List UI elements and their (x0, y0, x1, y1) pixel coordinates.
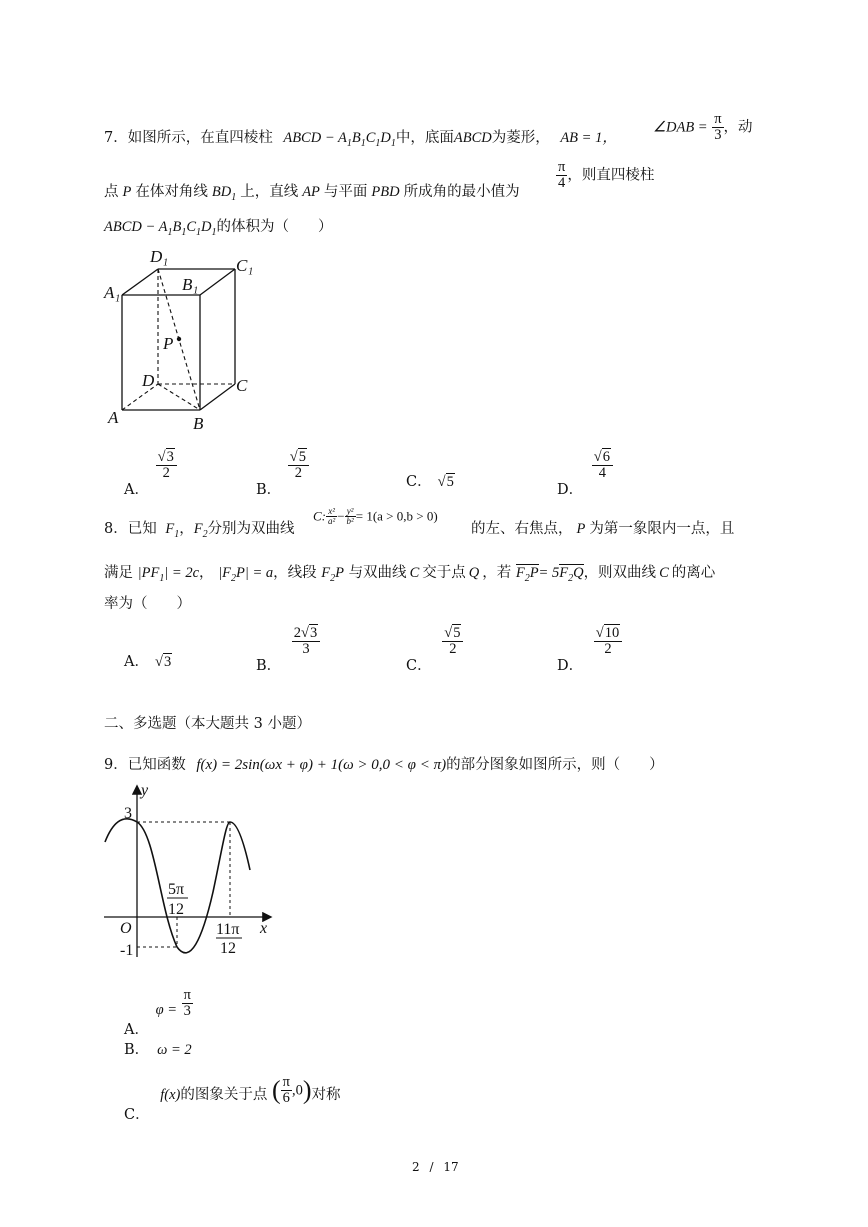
q8-line2: 满足 $|PF_1| = 2c$， $|F_2P| = a$，线段 $F_2P$ 与双曲线 C 交于点 Q ，若 $F_2P= 5F_2Q$，则双曲线 C 的离心 (104, 565, 716, 584)
page-number: 2 (412, 1160, 420, 1174)
q7-line3: ABCD − $A_1B_1C_1D_1$的体积为（ ） (104, 219, 333, 238)
point-p (177, 337, 181, 341)
q8-option-a: A． √3 (124, 654, 172, 670)
q7-option-b: B． $\frac{√5}{2}$ (256, 450, 309, 481)
label-c: C (236, 376, 248, 395)
q7-line2: 点 P 在体对角线 $BD_1$ 上，直线 AP 与平面 PBD 所成角的最小值为 (104, 184, 520, 203)
q8-option-d: D． $\frac{√10}{2}$ (557, 626, 622, 657)
tick-5pi-num: 5π (168, 881, 185, 898)
tick-3: 3 (124, 805, 132, 822)
origin-label: O (120, 920, 132, 937)
q7-min-angle: $\frac{\pi}{4}$ ，则直四棱柱 (558, 159, 655, 192)
q8-hyperbola: C: $\frac{\text{x²}}{\text{a²}}$ − $\frac{\text{y²}}{\text{b²}}$ = 1(a > 0,b > 0) (313, 506, 438, 527)
q7-option-a: A． $\frac{√3}{2}$ (124, 450, 177, 481)
label-b: B (193, 414, 204, 433)
q8-option-b: B． $\frac{2√3}{3}$ (256, 626, 320, 657)
edge-a1d1 (122, 269, 158, 295)
edge-bc (200, 384, 235, 410)
q7-angle: ∠DAB = $\frac{\pi}{3}$ ，动 (653, 111, 753, 144)
q9-line1: 9．已知函数 f(x) = 2sin(ωx + φ) + 1(ω > 0,0 < φ < π)的部分图象如图所示，则（ ） (104, 757, 664, 773)
tick-neg1: -1 (120, 942, 134, 959)
label-d1: D₁ (150, 247, 169, 266)
label-c1: C₁ (236, 256, 254, 275)
q8-option-c: C． $\frac{√5}{2}$ (406, 626, 463, 657)
tick-11pi-num: 11π (216, 921, 240, 938)
q8-line1-end: 的左、右焦点， P 为第一象限内一点，且 (471, 521, 735, 537)
x-label: x (260, 920, 268, 937)
q8-line3: 率为（ ） (104, 596, 191, 612)
label-a: A (108, 408, 119, 427)
label-d: D (142, 371, 155, 390)
label-b1: B₁ (182, 275, 199, 294)
prism-name-2: ABCD − $A_1B_1C_1D_1$ (104, 219, 217, 238)
y-label: y (141, 782, 149, 799)
bd1: $BD_1$ (211, 184, 237, 203)
q7-line1: 7．如图所示，在直四棱柱 ABCD − $A_1B_1C_1D_1$中，底面ABCD为菱形， AB = 1， (104, 130, 617, 149)
page-footer: 2 / 17 (412, 1160, 459, 1174)
edge-b1c1 (200, 269, 235, 295)
section-heading: 二、多选题（本大题共 3 小题） (104, 716, 311, 732)
label-a1: A₁ (104, 283, 121, 302)
q7-option-c: C． √5 (406, 474, 454, 490)
diag-db (158, 384, 200, 410)
q9-option-b: B． ω = 2 (124, 1042, 192, 1058)
page-total: 17 (443, 1160, 459, 1174)
pi-over-3: $\frac{\pi}{3}$ (714, 111, 722, 144)
q7-option-d: D． $\frac{√6}{4}$ (557, 450, 613, 481)
prism-name: ABCD − $A_1B_1C_1D_1$ (283, 130, 396, 149)
label-p: P (163, 334, 174, 353)
tick-11pi-den: 12 (220, 940, 236, 957)
prism-figure (100, 245, 265, 435)
q9-option-a: A． φ = $\frac{\pi}{3}$ (124, 987, 191, 1038)
pi-over-4: $\frac{\pi}{4}$ (558, 159, 566, 192)
vector-equation: $F_2P= 5F_2Q$ (515, 565, 584, 584)
sine-graph (100, 775, 290, 960)
q8-line1: 8．已知 $F_1$，$F_2$分别为双曲线 (104, 521, 295, 540)
tick-5pi-den: 12 (168, 901, 184, 918)
q9-option-c: C． f(x)的图象关于点 ( $\frac{\pi}{6}$ ,0)对称 (124, 1074, 341, 1123)
